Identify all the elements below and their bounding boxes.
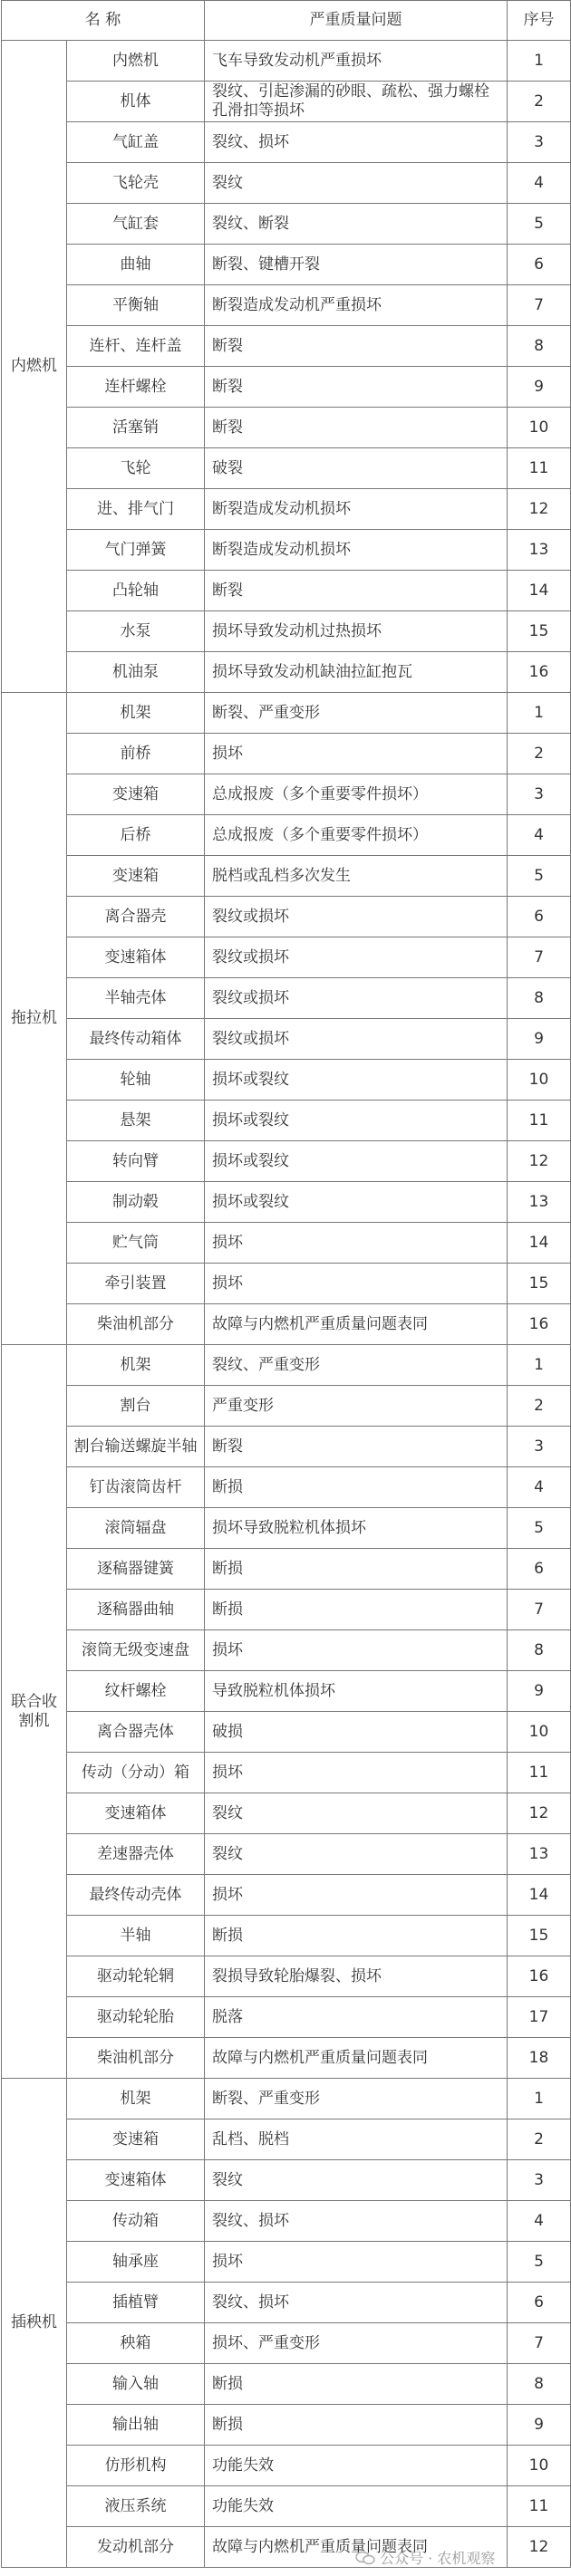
number-cell: 1 [508, 41, 571, 82]
problem-cell: 损坏 [205, 1875, 508, 1916]
table-row [2, 1427, 571, 1467]
table-row [2, 122, 571, 163]
problem-cell: 损坏 [205, 1630, 508, 1671]
problem-cell: 损坏导致发动机缺油拉缸抱瓦 [205, 652, 508, 693]
table-row [2, 937, 571, 978]
number-cell: 1 [508, 1345, 571, 1386]
number-cell: 15 [508, 1916, 571, 1956]
problem-cell: 断裂、严重变形 [205, 693, 508, 734]
number-cell: 11 [508, 1101, 571, 1141]
table-row [2, 408, 571, 448]
number-cell: 9 [508, 1019, 571, 1060]
part-name-cell: 机体 [67, 82, 205, 122]
table-row [2, 204, 571, 245]
table-row [2, 285, 571, 326]
table-row [2, 2160, 571, 2201]
number-cell: 16 [508, 652, 571, 693]
part-name-cell: 机架 [67, 1345, 205, 1386]
watermark-text: 公众号 · 农机观察 [380, 2550, 496, 2567]
table-row [2, 1304, 571, 1345]
table-row [2, 1712, 571, 1753]
table-row [2, 1793, 571, 1834]
number-cell: 2 [508, 2119, 571, 2160]
part-name-cell: 传动箱 [67, 2201, 205, 2242]
number-cell: 11 [508, 448, 571, 489]
number-cell: 2 [508, 734, 571, 774]
table-row [2, 1590, 571, 1630]
part-name-cell: 水泵 [67, 611, 205, 652]
table-row [2, 1019, 571, 1060]
part-name-cell: 贮气筒 [67, 1223, 205, 1264]
number-cell: 8 [508, 1630, 571, 1671]
number-cell: 10 [508, 2446, 571, 2486]
number-cell: 1 [508, 2079, 571, 2119]
table-row [2, 1345, 571, 1386]
part-name-cell: 输入轴 [67, 2364, 205, 2405]
problem-cell: 裂纹 [205, 2160, 508, 2201]
problem-cell: 导致脱粒机体损坏 [205, 1671, 508, 1712]
table-row [2, 2283, 571, 2323]
problem-cell: 脱落 [205, 1997, 508, 2038]
table-row [2, 2405, 571, 2446]
problem-cell: 断裂造成发动机严重损坏 [205, 285, 508, 326]
watermark [355, 2547, 495, 2568]
category-cell: 内燃机 [2, 41, 67, 693]
number-cell: 7 [508, 937, 571, 978]
number-cell: 3 [508, 774, 571, 815]
problem-cell: 裂损导致轮胎爆裂、损坏 [205, 1956, 508, 1997]
part-name-cell: 驱动轮轮辋 [67, 1956, 205, 1997]
problem-cell: 断损 [205, 2364, 508, 2405]
number-cell: 12 [508, 2527, 571, 2568]
number-cell: 7 [508, 2323, 571, 2364]
table-row [2, 2119, 571, 2160]
problem-cell: 故障与内燃机严重质量问题表同 [205, 2527, 508, 2568]
problem-cell: 严重变形 [205, 1386, 508, 1427]
number-cell: 9 [508, 2405, 571, 2446]
problem-cell: 故障与内燃机严重质量问题表同 [205, 2038, 508, 2079]
part-name-cell: 割台 [67, 1386, 205, 1427]
part-name-cell: 钉齿滚筒齿杆 [67, 1467, 205, 1508]
table-row [2, 1182, 571, 1223]
part-name-cell: 传动（分动）箱 [67, 1753, 205, 1793]
part-name-cell: 曲轴 [67, 245, 205, 285]
part-name-cell: 牵引装置 [67, 1264, 205, 1304]
table-row [2, 2038, 571, 2079]
table-row [2, 2201, 571, 2242]
part-name-cell: 差速器壳体 [67, 1834, 205, 1875]
category-cell: 拖拉机 [2, 693, 67, 1345]
category-cell: 联合收割机 [2, 1345, 67, 2079]
problem-cell: 脱档或乱档多次发生 [205, 856, 508, 897]
table-row [2, 611, 571, 652]
problem-cell: 损坏导致发动机过热损坏 [205, 611, 508, 652]
table-row [2, 815, 571, 856]
table-body [2, 41, 571, 2568]
table-row [2, 774, 571, 815]
table-row [2, 1630, 571, 1671]
part-name-cell: 半轴 [67, 1916, 205, 1956]
problem-cell: 断损 [205, 1467, 508, 1508]
problem-cell: 裂纹 [205, 163, 508, 204]
table-row [2, 571, 571, 611]
part-name-cell: 气缸盖 [67, 122, 205, 163]
part-name-cell: 离合器壳体 [67, 1712, 205, 1753]
part-name-cell: 割台输送螺旋半轴 [67, 1427, 205, 1467]
number-cell: 14 [508, 1875, 571, 1916]
problem-cell: 裂纹或损坏 [205, 937, 508, 978]
table-row [2, 1549, 571, 1590]
problem-cell: 损坏 [205, 734, 508, 774]
problem-cell: 总成报废（多个重要零件损坏） [205, 815, 508, 856]
part-name-cell: 变速箱体 [67, 937, 205, 978]
problem-cell: 功能失效 [205, 2486, 508, 2527]
table-row [2, 1753, 571, 1793]
table-row [2, 448, 571, 489]
problem-cell: 飞车导致发动机严重损坏 [205, 41, 508, 82]
part-name-cell: 飞轮 [67, 448, 205, 489]
table-row [2, 856, 571, 897]
part-name-cell: 转向臂 [67, 1141, 205, 1182]
part-name-cell: 内燃机 [67, 41, 205, 82]
number-cell: 11 [508, 1753, 571, 1793]
part-name-cell: 机架 [67, 2079, 205, 2119]
number-cell: 5 [508, 204, 571, 245]
part-name-cell: 轮轴 [67, 1060, 205, 1101]
table-row [2, 1671, 571, 1712]
part-name-cell: 最终传动箱体 [67, 1019, 205, 1060]
part-name-cell: 液压系统 [67, 2486, 205, 2527]
number-cell: 6 [508, 897, 571, 937]
number-cell: 16 [508, 1304, 571, 1345]
problem-cell: 损坏导致脱粒机体损坏 [205, 1508, 508, 1549]
part-name-cell: 纹杆螺栓 [67, 1671, 205, 1712]
problem-cell: 故障与内燃机严重质量问题表同 [205, 1304, 508, 1345]
number-cell: 10 [508, 1060, 571, 1101]
number-cell: 6 [508, 245, 571, 285]
part-name-cell: 气门弹簧 [67, 530, 205, 571]
number-cell: 15 [508, 611, 571, 652]
problem-cell: 断损 [205, 2405, 508, 2446]
table-row [2, 1264, 571, 1304]
table-row [2, 1916, 571, 1956]
table-row [2, 1956, 571, 1997]
part-name-cell: 驱动轮轮胎 [67, 1997, 205, 2038]
header-name: 名 称 [2, 1, 205, 41]
part-name-cell: 发动机部分 [67, 2527, 205, 2568]
number-cell: 13 [508, 530, 571, 571]
part-name-cell: 离合器壳 [67, 897, 205, 937]
quality-problem-table [1, 0, 571, 2568]
table-row [2, 1508, 571, 1549]
number-cell: 4 [508, 163, 571, 204]
table-row [2, 1997, 571, 2038]
part-name-cell: 活塞销 [67, 408, 205, 448]
part-name-cell: 秧箱 [67, 2323, 205, 2364]
part-name-cell: 制动毂 [67, 1182, 205, 1223]
part-name-cell: 滚筒辐盘 [67, 1508, 205, 1549]
part-name-cell: 连杆、连杆盖 [67, 326, 205, 367]
number-cell: 18 [508, 2038, 571, 2079]
table-row [2, 530, 571, 571]
part-name-cell: 凸轮轴 [67, 571, 205, 611]
number-cell: 3 [508, 1427, 571, 1467]
problem-cell: 断裂 [205, 326, 508, 367]
header-num: 序号 [508, 1, 571, 41]
problem-cell: 断裂 [205, 571, 508, 611]
problem-cell: 损坏或裂纹 [205, 1141, 508, 1182]
problem-cell: 断裂 [205, 408, 508, 448]
number-cell: 12 [508, 1141, 571, 1182]
table-row [2, 1386, 571, 1427]
part-name-cell: 最终传动壳体 [67, 1875, 205, 1916]
number-cell: 13 [508, 1182, 571, 1223]
number-cell: 11 [508, 2486, 571, 2527]
table-row [2, 734, 571, 774]
table-row [2, 2364, 571, 2405]
part-name-cell: 滚筒无级变速盘 [67, 1630, 205, 1671]
part-name-cell: 变速箱体 [67, 1793, 205, 1834]
problem-cell: 裂纹、断裂 [205, 204, 508, 245]
number-cell: 4 [508, 2201, 571, 2242]
number-cell: 5 [508, 856, 571, 897]
number-cell: 10 [508, 408, 571, 448]
number-cell: 3 [508, 122, 571, 163]
part-name-cell: 输出轴 [67, 2405, 205, 2446]
problem-cell: 损坏或裂纹 [205, 1182, 508, 1223]
problem-cell: 断损 [205, 1916, 508, 1956]
problem-cell: 裂纹 [205, 1793, 508, 1834]
table-row [2, 652, 571, 693]
problem-cell: 裂纹、损坏 [205, 2283, 508, 2323]
problem-cell: 功能失效 [205, 2446, 508, 2486]
problem-cell: 乱档、脱档 [205, 2119, 508, 2160]
number-cell: 7 [508, 1590, 571, 1630]
problem-cell: 裂纹、严重变形 [205, 1345, 508, 1386]
number-cell: 4 [508, 1467, 571, 1508]
table-row [2, 82, 571, 122]
table-row [2, 1141, 571, 1182]
table-row [2, 41, 571, 82]
problem-cell: 裂纹、损坏 [205, 2201, 508, 2242]
number-cell: 3 [508, 2160, 571, 2201]
problem-cell: 断裂造成发动机损坏 [205, 530, 508, 571]
problem-cell: 损坏、严重变形 [205, 2323, 508, 2364]
table-row [2, 1875, 571, 1916]
part-name-cell: 逐稿器曲轴 [67, 1590, 205, 1630]
problem-cell: 裂纹或损坏 [205, 978, 508, 1019]
number-cell: 14 [508, 571, 571, 611]
table-row [2, 693, 571, 734]
table-row [2, 2486, 571, 2527]
problem-cell: 断损 [205, 1549, 508, 1590]
wechat-icon [355, 2551, 375, 2565]
number-cell: 12 [508, 489, 571, 530]
part-name-cell: 悬架 [67, 1101, 205, 1141]
problem-cell: 破裂 [205, 448, 508, 489]
part-name-cell: 柴油机部分 [67, 1304, 205, 1345]
problem-cell: 断裂、严重变形 [205, 2079, 508, 2119]
problem-cell: 损坏 [205, 1753, 508, 1793]
number-cell: 13 [508, 1834, 571, 1875]
problem-cell: 总成报废（多个重要零件损坏） [205, 774, 508, 815]
number-cell: 8 [508, 326, 571, 367]
number-cell: 2 [508, 1386, 571, 1427]
number-cell: 9 [508, 367, 571, 408]
number-cell: 8 [508, 2364, 571, 2405]
part-name-cell: 插植臂 [67, 2283, 205, 2323]
number-cell: 5 [508, 1508, 571, 1549]
part-name-cell: 逐稿器键簧 [67, 1549, 205, 1590]
table-row [2, 2323, 571, 2364]
number-cell: 17 [508, 1997, 571, 2038]
number-cell: 12 [508, 1793, 571, 1834]
problem-cell: 损坏或裂纹 [205, 1101, 508, 1141]
number-cell: 8 [508, 978, 571, 1019]
table-row [2, 1467, 571, 1508]
problem-cell: 断裂造成发动机损坏 [205, 489, 508, 530]
part-name-cell: 气缸套 [67, 204, 205, 245]
table-row [2, 1223, 571, 1264]
problem-cell: 损坏 [205, 1223, 508, 1264]
part-name-cell: 平衡轴 [67, 285, 205, 326]
table-row [2, 245, 571, 285]
number-cell: 6 [508, 2283, 571, 2323]
table-row [2, 2242, 571, 2283]
table-row [2, 1834, 571, 1875]
table-row [2, 326, 571, 367]
header-row [2, 1, 571, 41]
part-name-cell: 柴油机部分 [67, 2038, 205, 2079]
table-row [2, 163, 571, 204]
category-cell: 插秧机 [2, 2079, 67, 2568]
table-row [2, 1101, 571, 1141]
table-row [2, 489, 571, 530]
part-name-cell: 变速箱 [67, 2119, 205, 2160]
problem-cell: 裂纹 [205, 1834, 508, 1875]
part-name-cell: 机油泵 [67, 652, 205, 693]
problem-cell: 裂纹或损坏 [205, 1019, 508, 1060]
problem-cell: 裂纹或损坏 [205, 897, 508, 937]
number-cell: 9 [508, 1671, 571, 1712]
table-row [2, 2446, 571, 2486]
table-row [2, 897, 571, 937]
part-name-cell: 仿形机构 [67, 2446, 205, 2486]
problem-cell: 损坏 [205, 2242, 508, 2283]
number-cell: 1 [508, 693, 571, 734]
number-cell: 15 [508, 1264, 571, 1304]
problem-cell: 断裂、键槽开裂 [205, 245, 508, 285]
problem-cell: 损坏或裂纹 [205, 1060, 508, 1101]
part-name-cell: 轴承座 [67, 2242, 205, 2283]
number-cell: 7 [508, 285, 571, 326]
problem-cell: 断裂 [205, 1427, 508, 1467]
number-cell: 5 [508, 2242, 571, 2283]
part-name-cell: 飞轮壳 [67, 163, 205, 204]
table-row [2, 1060, 571, 1101]
part-name-cell: 变速箱 [67, 774, 205, 815]
problem-cell: 损坏 [205, 1264, 508, 1304]
number-cell: 4 [508, 815, 571, 856]
part-name-cell: 后桥 [67, 815, 205, 856]
number-cell: 10 [508, 1712, 571, 1753]
part-name-cell: 变速箱 [67, 856, 205, 897]
part-name-cell: 变速箱体 [67, 2160, 205, 2201]
table-row [2, 978, 571, 1019]
part-name-cell: 机架 [67, 693, 205, 734]
problem-cell: 裂纹、损坏 [205, 122, 508, 163]
part-name-cell: 进、排气门 [67, 489, 205, 530]
problem-cell: 破损 [205, 1712, 508, 1753]
table-row [2, 2079, 571, 2119]
problem-cell: 裂纹、引起渗漏的砂眼、疏松、强力螺栓孔滑扣等损坏 [205, 82, 508, 122]
number-cell: 6 [508, 1549, 571, 1590]
problem-cell: 断损 [205, 1590, 508, 1630]
table-row [2, 367, 571, 408]
part-name-cell: 半轴壳体 [67, 978, 205, 1019]
header-problem: 严重质量问题 [205, 1, 508, 41]
number-cell: 14 [508, 1223, 571, 1264]
part-name-cell: 连杆螺栓 [67, 367, 205, 408]
part-name-cell: 前桥 [67, 734, 205, 774]
problem-cell: 断裂 [205, 367, 508, 408]
number-cell: 16 [508, 1956, 571, 1997]
number-cell: 2 [508, 82, 571, 122]
